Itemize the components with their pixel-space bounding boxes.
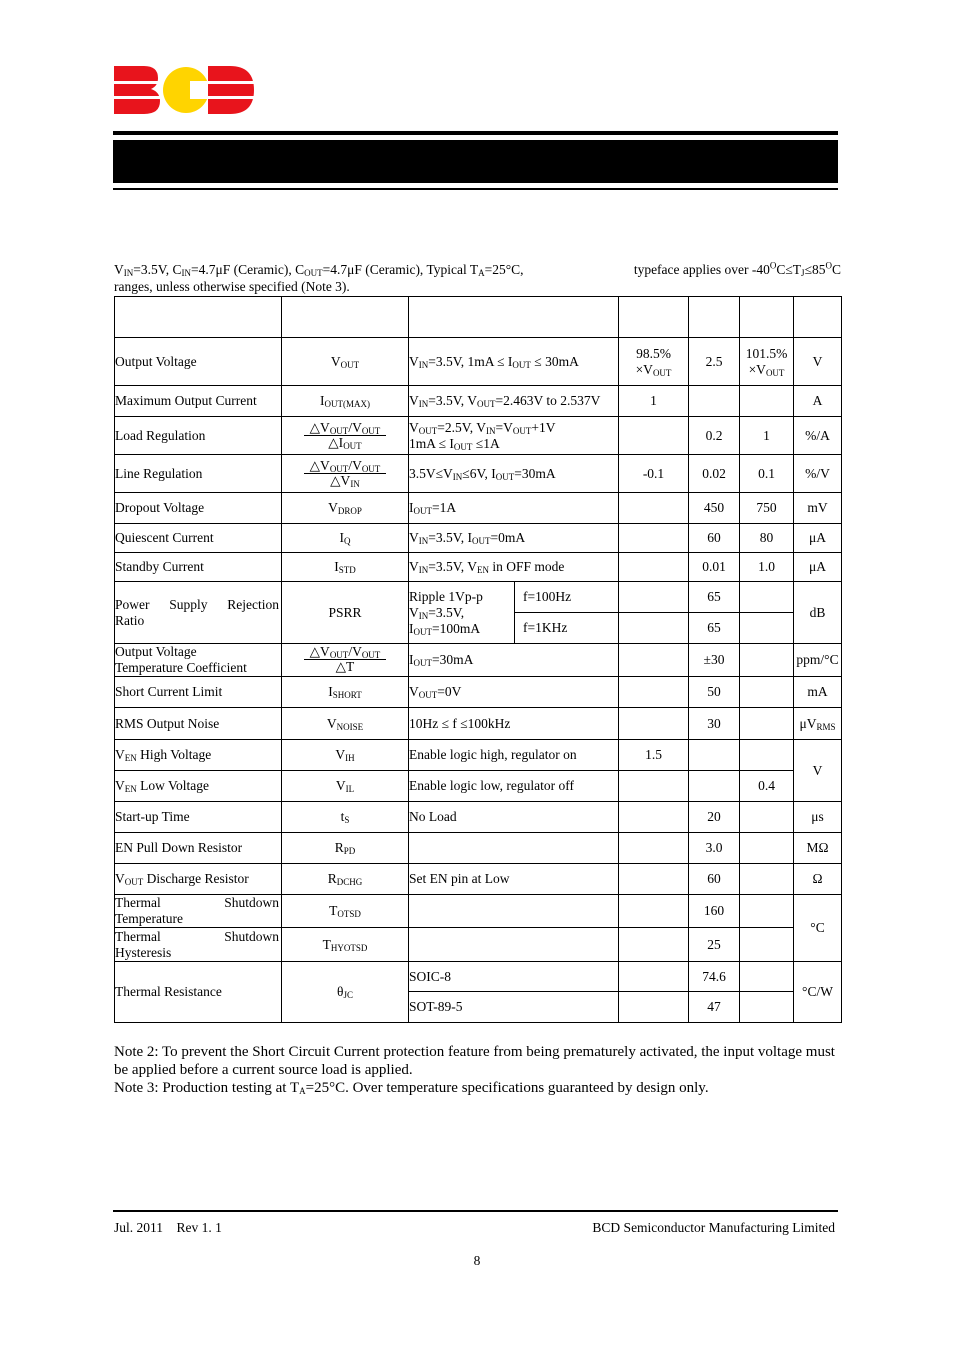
max-cell: 1.0	[740, 553, 794, 582]
typ-cell: 50	[689, 677, 740, 708]
param-cell: Maximum Output Current	[115, 386, 282, 417]
page-number: 8	[473, 1253, 481, 1268]
typ-cell: 65	[689, 613, 740, 644]
typ-cell: 47	[689, 992, 740, 1023]
table-row	[115, 493, 842, 524]
condition-cell: Enable logic high, regulator on	[409, 740, 619, 771]
footer-company: BCD Semiconductor Manufacturing Limited	[592, 1220, 835, 1235]
table-row	[115, 553, 842, 582]
typ-cell: 20	[689, 802, 740, 833]
note-3: Note 3: Production testing at $T_A=25^\circ C$. Over temperature specifications guaranteed by design only.	[114, 1080, 709, 1096]
typ-cell: 30	[689, 708, 740, 740]
condition-cell: $V_{IN}=3.5V$, $1mA \le I_{OUT} \le 30mA$	[409, 338, 619, 386]
symbol-cell: $R_{DCHG}$	[282, 864, 409, 895]
unit-cell: μA	[794, 524, 842, 553]
param-cell: $V_{OUT}$ Discharge Resistor	[115, 864, 282, 895]
unit-cell: V	[794, 740, 842, 802]
condition-cell: No Load	[409, 802, 619, 833]
symbol-cell: $V_{OUT}$	[282, 338, 409, 386]
max-cell: 750	[740, 493, 794, 524]
symbol-cell: $\frac{\triangle V_{OUT}/V_{OUT}}{\triangle I_{OUT}}$	[282, 417, 409, 455]
condition-cell: $V_{OUT}=0V$	[409, 677, 619, 708]
param-cell: $V_{EN}$ Low Voltage	[115, 771, 282, 802]
param-cell: Thermal Resistance	[115, 962, 282, 1023]
conditions-line2: ranges, unless otherwise specified (Note 3).	[114, 279, 350, 294]
typ-cell: 65	[689, 582, 740, 613]
header-rule-thin	[113, 188, 838, 190]
symbol-cell: $I_Q$	[282, 524, 409, 553]
table-row	[115, 708, 842, 740]
typ-cell: 3.0	[689, 833, 740, 864]
symbol-cell: $I_{OUT(MAX)}$	[282, 386, 409, 417]
note-2: Note 2: To prevent the Short Circuit Current protection feature from being prematurely activated, the input voltage must be applied before a current source load is applied.	[114, 1044, 835, 1078]
unit-cell: MΩ	[794, 833, 842, 864]
min-cell: -0.1	[619, 455, 689, 493]
min-cell: 98.5% $\times V_{OUT}$	[619, 338, 689, 386]
table-row	[115, 864, 842, 895]
table-row	[115, 895, 842, 928]
frequency-cell: f=1KHz	[515, 613, 619, 644]
typ-cell: 0.02	[689, 455, 740, 493]
table-row	[115, 582, 842, 613]
unit-cell: %/V	[794, 455, 842, 493]
table-row	[115, 386, 842, 417]
symbol-cell: $V_{IL}$	[282, 771, 409, 802]
param-cell: Thermal Shutdown Temperature	[115, 895, 282, 928]
symbol-cell: $\frac{\triangle V_{OUT}/V_{OUT}}{\triangle V_{IN}}$	[282, 455, 409, 493]
notes	[114, 1043, 841, 1097]
symbol-cell: $I_{STD}$	[282, 553, 409, 582]
title-bar	[113, 140, 838, 183]
unit-cell: μA	[794, 553, 842, 582]
condition-cell: Ripple 1Vp-p $V_{IN}=3.5V$, $I_{OUT}=100mA$	[409, 582, 515, 644]
param-cell: Dropout Voltage	[115, 493, 282, 524]
symbol-cell: $I_{SHORT}$	[282, 677, 409, 708]
symbol-cell: $t_S$	[282, 802, 409, 833]
param-cell: Quiescent Current	[115, 524, 282, 553]
param-cell: Power Supply Rejection Ratio	[115, 582, 282, 644]
table-row	[115, 740, 842, 771]
symbol-cell: $V_{DROP}$	[282, 493, 409, 524]
symbol-cell: $V_{NOISE}$	[282, 708, 409, 740]
max-cell: 0.4	[740, 771, 794, 802]
condition-cell: SOIC-8	[409, 962, 619, 992]
electrical-characteristics-table	[114, 296, 842, 1023]
frequency-cell: f=100Hz	[515, 582, 619, 613]
unit-cell: A	[794, 386, 842, 417]
unit-cell: mV	[794, 493, 842, 524]
condition-cell: $V_{IN}=3.5V$, $I_{OUT}=0mA$	[409, 524, 619, 553]
unit-cell: V	[794, 338, 842, 386]
footer-rule	[113, 1210, 838, 1212]
conditions-line1-right: typeface applies over $-40^OC\le T_J\le 85^OC$	[633, 260, 841, 278]
unit-cell: ppm/°C	[794, 644, 842, 677]
header-rule	[113, 131, 838, 135]
table-row	[115, 338, 842, 386]
symbol-cell: $R_{PD}$	[282, 833, 409, 864]
max-cell: 0.1	[740, 455, 794, 493]
conditions-line1-left: $V_{IN}=3.5V$, $C_{IN}=4.7\mu F$ (Ceramic), $C_{OUT}=4.7\mu F$ (Ceramic), Typical $T_A=25^\circ C$,	[114, 262, 524, 278]
unit-cell: °C	[794, 895, 842, 962]
condition-cell: 10Hz ≤ f ≤100kHz	[409, 708, 619, 740]
unit-cell: mA	[794, 677, 842, 708]
max-cell: 80	[740, 524, 794, 553]
table-row	[115, 771, 842, 802]
unit-cell: Ω	[794, 864, 842, 895]
symbol-cell: $\theta_{JC}$	[282, 962, 409, 1023]
unit-cell: dB	[794, 582, 842, 644]
typ-cell: 2.5	[689, 338, 740, 386]
table-row	[115, 417, 842, 455]
symbol-cell: $V_{IH}$	[282, 740, 409, 771]
typ-cell: 60	[689, 864, 740, 895]
symbol-cell: $T_{OTSD}$	[282, 895, 409, 928]
min-cell: 1.5	[619, 740, 689, 771]
unit-cell: $\mu V_{RMS}$	[794, 708, 842, 740]
param-cell: Output Voltage	[115, 338, 282, 386]
max-cell: 1	[740, 417, 794, 455]
table-row	[115, 644, 842, 677]
param-cell: Output Voltage Temperature Coefficient	[115, 644, 282, 677]
unit-cell: %/A	[794, 417, 842, 455]
typ-cell: 160	[689, 895, 740, 928]
typ-cell: 0.01	[689, 553, 740, 582]
symbol-cell: PSRR	[282, 582, 409, 644]
param-cell: Thermal Shutdown Hysteresis	[115, 928, 282, 962]
table-row	[115, 928, 842, 962]
unit-cell: °C/W	[794, 962, 842, 1023]
typ-cell: 60	[689, 524, 740, 553]
typ-cell: 74.6	[689, 962, 740, 992]
condition-cell: $3.5V\le V_{IN}\le 6V$, $I_{OUT}=30mA$	[409, 455, 619, 493]
footer-date-rev: Jul. 2011 Rev 1. 1	[114, 1220, 222, 1235]
param-cell: RMS Output Noise	[115, 708, 282, 740]
table-row	[115, 833, 842, 864]
param-cell: Load Regulation	[115, 417, 282, 455]
condition-cell: $I_{OUT}=30mA$	[409, 644, 619, 677]
bcd-logo	[114, 66, 254, 114]
typ-cell: 450	[689, 493, 740, 524]
symbol-cell: $\frac{\triangle V_{OUT}/V_{OUT}}{\triangle T}$	[282, 644, 409, 677]
table-row	[115, 524, 842, 553]
param-cell: Start-up Time	[115, 802, 282, 833]
param-cell: EN Pull Down Resistor	[115, 833, 282, 864]
condition-cell: $V_{IN}=3.5V$, $V_{OUT}=2.463V$ to 2.537V	[409, 386, 619, 417]
condition-cell: Set EN pin at Low	[409, 864, 619, 895]
unit-cell: μs	[794, 802, 842, 833]
table-row	[115, 677, 842, 708]
test-conditions	[114, 261, 841, 295]
symbol-cell: $T_{HYOTSD}$	[282, 928, 409, 962]
condition-cell: $V_{IN}=3.5V$, $V_{EN}$ in OFF mode	[409, 553, 619, 582]
typ-cell: 0.2	[689, 417, 740, 455]
table-header-row	[115, 297, 842, 338]
param-cell: $V_{EN}$ High Voltage	[115, 740, 282, 771]
condition-cell: $I_{OUT}=1A$	[409, 493, 619, 524]
param-cell: Standby Current	[115, 553, 282, 582]
condition-cell: SOT-89-5	[409, 992, 619, 1023]
param-cell: Line Regulation	[115, 455, 282, 493]
min-cell: 1	[619, 386, 689, 417]
max-cell: 101.5% $\times V_{OUT}$	[740, 338, 794, 386]
table-row	[115, 962, 842, 992]
typ-cell: 25	[689, 928, 740, 962]
table-row	[115, 455, 842, 493]
param-cell: Short Current Limit	[115, 677, 282, 708]
typ-cell: ±30	[689, 644, 740, 677]
condition-cell: Enable logic low, regulator off	[409, 771, 619, 802]
condition-cell: $V_{OUT}=2.5V$, $V_{IN}=V_{OUT}+1V$ $1mA \le I_{OUT} \le 1A$	[409, 417, 619, 455]
table-row	[115, 802, 842, 833]
